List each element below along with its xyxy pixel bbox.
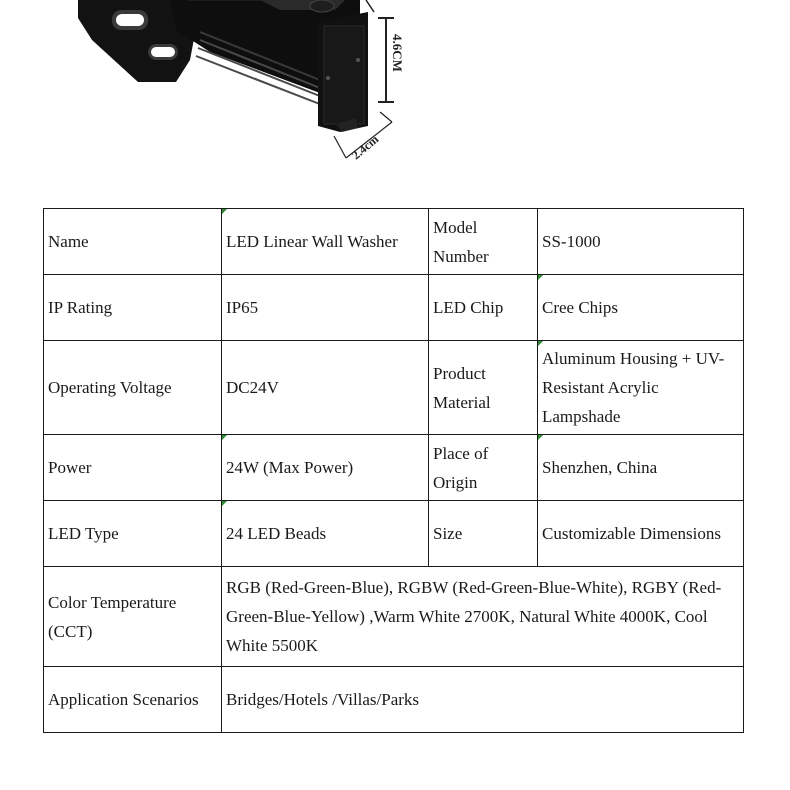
spec-label-text: LED Type [48, 524, 119, 543]
spec-label-text: Product Material [433, 363, 491, 412]
spec-label [44, 667, 222, 733]
table-row [44, 501, 744, 567]
spec-label [429, 209, 538, 275]
spec-value [538, 275, 744, 341]
spec-value [538, 341, 744, 435]
spec-value-text: 24 LED Beads [226, 524, 327, 543]
wall-washer-fixture [78, 0, 368, 132]
spec-value [222, 435, 429, 501]
table-row [44, 567, 744, 667]
spec-label [429, 341, 538, 435]
spec-value-text: Bridges/Hotels /Villas/Parks [226, 690, 420, 709]
spec-label-text: Color Temperature (CCT) [48, 592, 177, 641]
table-row [44, 435, 744, 501]
spec-value-text: 24W (Max Power) [226, 458, 354, 477]
spec-label-text: Operating Voltage [48, 378, 172, 397]
spec-label [44, 209, 222, 275]
spec-label-text: Size [433, 524, 463, 543]
spec-label-text: Place of Origin [433, 443, 489, 492]
spec-value [538, 209, 744, 275]
table-row [44, 275, 744, 341]
depth-label: 2.4cm [348, 132, 382, 163]
spec-value [538, 435, 744, 501]
spec-value [538, 501, 744, 567]
spec-value-text: DC24V [226, 378, 279, 397]
spec-label-text: Name [48, 232, 89, 251]
spec-label [44, 341, 222, 435]
spec-value-text: SS-1000 [542, 232, 601, 251]
product-image [0, 0, 790, 180]
spec-label [44, 567, 222, 667]
spec-label [44, 275, 222, 341]
spec-value-text: IP65 [226, 298, 259, 317]
spec-value [222, 567, 744, 667]
spec-label [44, 435, 222, 501]
spec-label-text: IP Rating [48, 298, 113, 317]
spec-value-text: LED Linear Wall Washer [226, 232, 398, 251]
spec-label-text: Power [48, 458, 92, 477]
height-label: 4.6CM [390, 34, 405, 72]
spec-value-text: Aluminum Housing + UV-Resistant Acrylic Lampshade [542, 349, 725, 426]
spec-label [429, 275, 538, 341]
spec-value [222, 341, 429, 435]
table-row [44, 209, 744, 275]
spec-value [222, 501, 429, 567]
spec-label [429, 501, 538, 567]
spec-value [222, 209, 429, 275]
spec-table [43, 208, 744, 733]
spec-label [429, 435, 538, 501]
spec-label-text: Application Scenarios [48, 690, 199, 709]
spec-value [222, 667, 744, 733]
spec-value-text: Customizable Dimensions [542, 524, 721, 543]
spec-label [44, 501, 222, 567]
spec-value-text: RGB (Red-Green-Blue), RGBW (Red-Green-Blue-White), RGBY (Red-Green-Blue-Yellow) ,Warm White 2700K, Natural White 4000K, Cool White 5500K [226, 578, 722, 655]
spec-label-text: LED Chip [433, 298, 504, 317]
spec-value-text: Cree Chips [542, 298, 619, 317]
spec-value [222, 275, 429, 341]
spec-label-text: Model Number [433, 217, 489, 266]
table-row [44, 341, 744, 435]
table-row [44, 667, 744, 733]
height-dimension [366, 0, 405, 102]
spec-value-text: Shenzhen, China [542, 458, 658, 477]
